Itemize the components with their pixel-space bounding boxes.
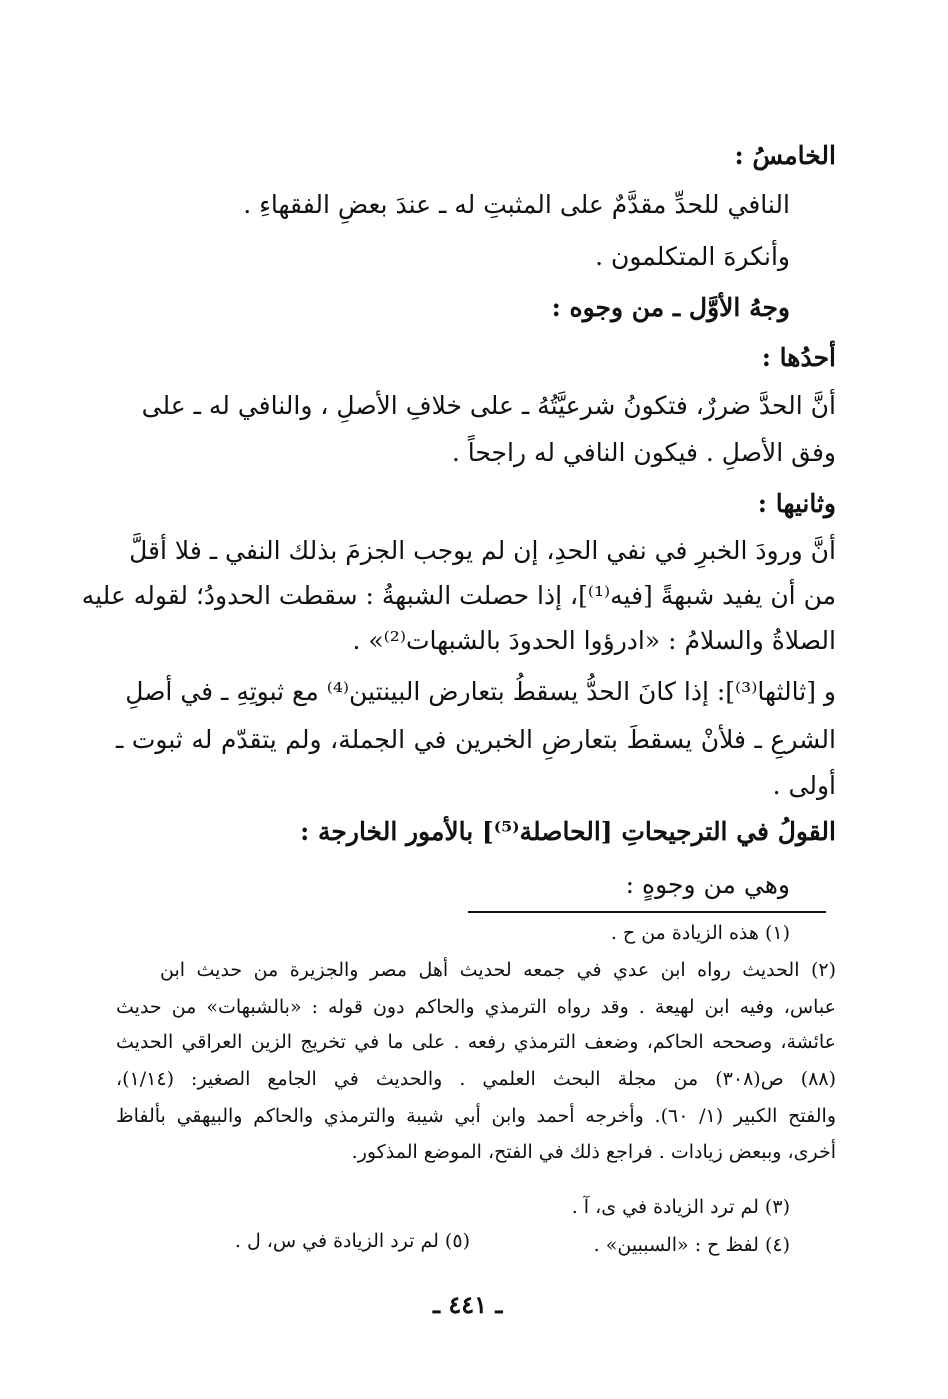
paragraph-line: وأنكرهَ المتكلمون .	[595, 242, 790, 271]
footnote-separator	[468, 911, 826, 913]
paragraph-line: الشرعِ ـ فلأنْ يسقطَ بتعارضِ الخبرين في الجملة، ولم يتقدّم له ثبوت ـ	[116, 725, 836, 754]
footnote-2-line: (٨٨) ص(٣٠٨) من مجلة البحث العلمي . والحديث في الجامع الصغير: (١/١٤)،	[116, 1068, 836, 1090]
footnote-4: (٤) لفظ ح : «السببين» .	[593, 1234, 790, 1256]
footnote-2-line: والفتح الكبير (١/ ٦٠). وأخرجه أحمد وابن أبي شيبة والترمذي والحاكم والبيهقي بألفاظ	[116, 1105, 836, 1127]
footnote-2-line: أخرى، وببعض زيادات . فراجع ذلك في الفتح، الموضع المذكور.	[351, 1141, 836, 1163]
footnote-3: (٣) لم ترد الزيادة في ى، آ .	[571, 1196, 790, 1218]
footnote-2-line: عائشة، وصححه الحاكم، وضعف الترمذي رفعه . على ما في تخريج الزين العراقي الحديث	[116, 1031, 836, 1053]
heading-fifth: الخامسُ :	[734, 141, 836, 170]
footnote-1: (١) هذه الزيادة من ح .	[610, 922, 790, 944]
heading-second: وثانيها :	[757, 489, 836, 518]
footnote-2-line: (٢) الحديث رواه ابن عدي في جمعه لحديث أهل مصر والجزيرة من حديث ابن	[160, 959, 836, 981]
subheading-first-aspect: وجهُ الأوَّل ـ من وجوه :	[551, 293, 790, 322]
paragraph-line: أنَّ ورودَ الخبرِ في نفي الحدِ، إن لم يوجب الجزمَ بذلك النفي ـ فلا أقلَّ	[129, 536, 836, 565]
section-heading: القولُ في الترجيحاتِ [الحاصلة⁽⁵⁾] بالأمور الخارجة :	[300, 817, 836, 846]
page-number: ـ ٤٤١ ـ	[433, 1290, 503, 1319]
paragraph-line: أنَّ الحدَّ ضررٌ، فتكونُ شرعيَّتُهُ ـ على خلافِ الأصلِ ، والنافي له ـ على	[141, 391, 836, 420]
paragraph-line: وفق الأصلِ . فيكون النافي له راجحاً .	[451, 438, 836, 467]
footnote-2-line: عباس، وفيه ابن لهيعة . وقد رواه الترمذي والحاكم دون قوله : «بالشبهات» من حديث	[116, 996, 836, 1018]
paragraph-line: النافي للحدِّ مقدَّمٌ على المثبتِ له ـ عندَ بعضِ الفقهاءِ .	[243, 190, 790, 219]
paragraph-line: من أن يفيد شبهةً [فيه⁽¹⁾]، إذا حصلت الشبهةُ : سقطت الحدودُ؛ لقوله عليه	[81, 581, 836, 610]
paragraph-line: الصلاةُ والسلامُ : «ادرؤوا الحدودَ بالشبهات⁽²⁾» .	[352, 626, 836, 655]
footnote-5: (٥) لم ترد الزيادة في س، ل .	[234, 1230, 470, 1252]
paragraph-line: أولى .	[772, 771, 836, 800]
paragraph-line: و [ثالثها⁽³⁾]: إذا كانَ الحدُّ يسقطُ بتعارض البينتين⁽⁴⁾ مع ثبوتِهِ ـ في أصلِ	[125, 677, 836, 706]
heading-first: أحدُها :	[761, 343, 836, 372]
paragraph-line: وهي من وجوهٍ :	[625, 870, 790, 899]
